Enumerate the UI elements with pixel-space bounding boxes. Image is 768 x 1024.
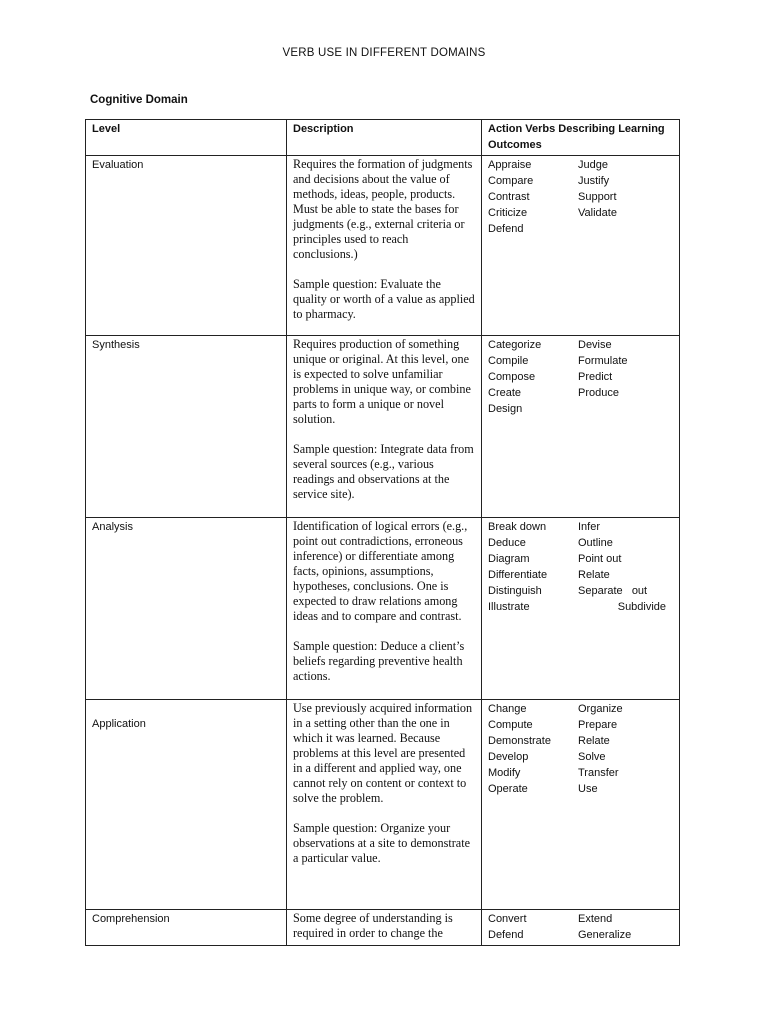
verb: Generalize bbox=[578, 929, 632, 941]
verb: Use bbox=[578, 783, 598, 795]
level-cell bbox=[86, 156, 287, 336]
verb: Validate bbox=[578, 207, 617, 219]
verb: Demonstrate bbox=[488, 735, 551, 747]
description-cell bbox=[287, 910, 482, 946]
description-text: Use previously acquired information in a setting other than the one in which it was learned. Because problems at this level are presented in a different and applied way, one cannot rely on content or context to solve the problem. bbox=[293, 701, 473, 805]
verb-row bbox=[488, 337, 673, 353]
level-name: Synthesis bbox=[92, 339, 140, 351]
verb-row bbox=[488, 551, 673, 567]
verb: Operate bbox=[488, 783, 528, 795]
verb-row bbox=[488, 583, 673, 599]
description-text: Requires the formation of judgments and decisions about the value of methods, ideas, people, products. Must be able to state the bases for judgments (e.g., external criteria or principles used to reach conclusions.) bbox=[293, 157, 473, 261]
verb: Extend bbox=[578, 913, 613, 925]
table-row bbox=[86, 518, 680, 700]
verbs-cell bbox=[482, 156, 680, 336]
sample-question: Sample question: Integrate data from several sources (e.g., various readings and observations at the service site). bbox=[293, 442, 474, 501]
verbs-cell bbox=[482, 910, 680, 946]
verb-row bbox=[488, 385, 673, 401]
verb: Transfer bbox=[578, 767, 619, 779]
verb: Solve bbox=[578, 751, 606, 763]
verb: Point out bbox=[578, 553, 622, 565]
verb-row bbox=[488, 535, 673, 551]
verb-row bbox=[488, 599, 673, 615]
verb-row bbox=[488, 353, 673, 369]
description-cell bbox=[287, 336, 482, 518]
verb: Distinguish bbox=[488, 585, 542, 597]
verb: Devise bbox=[578, 339, 612, 351]
verb: Formulate bbox=[578, 355, 628, 367]
verb: Support bbox=[578, 191, 617, 203]
table-row bbox=[86, 156, 680, 336]
verb-row bbox=[488, 927, 673, 943]
verb: Organize bbox=[578, 703, 623, 715]
verb: Defend bbox=[488, 929, 524, 941]
verb: Compose bbox=[488, 371, 536, 383]
description-cell bbox=[287, 518, 482, 700]
verb-row bbox=[488, 717, 673, 733]
sample-question: Sample question: Organize your observations at a site to demonstrate a particular value. bbox=[293, 821, 471, 865]
verb: Prepare bbox=[578, 719, 618, 731]
level-name: Comprehension bbox=[92, 913, 170, 925]
header-verbs: Action Verbs Describing Learning Outcomes bbox=[482, 120, 680, 156]
description-text: Identification of logical errors (e.g., point out contradictions, erroneous inference) or differentiate among facts, opinions, assumptions, hypotheses, conclusions. One is expected to draw relations among ideas and to compare and contrast. bbox=[293, 519, 468, 623]
header-description: Description bbox=[287, 120, 482, 156]
description-text: Requires production of something unique or original. At this level, one is expected to solve unfamiliar problems in unique way, or combine parts to form a unique or novel solution. bbox=[293, 337, 471, 426]
verb-row bbox=[488, 911, 673, 927]
header-level: Level bbox=[86, 120, 287, 156]
verb: Relate bbox=[578, 569, 610, 581]
description-cell bbox=[287, 700, 482, 910]
verb-row bbox=[488, 733, 673, 749]
sample-question: Sample question: Deduce a client’s beliefs regarding preventive health actions. bbox=[293, 639, 465, 683]
verb: Change bbox=[488, 703, 527, 715]
verb-row bbox=[488, 765, 673, 781]
verb-row bbox=[488, 519, 673, 535]
level-name: Analysis bbox=[92, 521, 133, 533]
verb-row bbox=[488, 189, 673, 205]
level-name: Application bbox=[92, 718, 146, 730]
verb-row bbox=[488, 221, 673, 237]
verb: Compare bbox=[488, 175, 534, 187]
verb: Separate out bbox=[578, 585, 648, 597]
table-row bbox=[86, 700, 680, 910]
verb: Diagram bbox=[488, 553, 530, 565]
verb: Outline bbox=[578, 537, 613, 549]
verb-row bbox=[488, 701, 673, 717]
verb: Judge bbox=[578, 159, 608, 171]
level-name: Evaluation bbox=[92, 159, 144, 171]
level-cell bbox=[86, 336, 287, 518]
level-cell bbox=[86, 700, 287, 910]
description-cell bbox=[287, 156, 482, 336]
verb: Defend bbox=[488, 223, 524, 235]
verbs-cell bbox=[482, 700, 680, 910]
verb: Develop bbox=[488, 751, 529, 763]
verb: Differentiate bbox=[488, 569, 548, 581]
verb-row bbox=[488, 749, 673, 765]
verb: Compute bbox=[488, 719, 533, 731]
verb: Subdivide bbox=[578, 601, 667, 613]
verb: Relate bbox=[578, 735, 610, 747]
verb: Appraise bbox=[488, 159, 532, 171]
verb: Illustrate bbox=[488, 601, 530, 613]
verb: Predict bbox=[578, 371, 613, 383]
verb: Design bbox=[488, 403, 523, 415]
sample-question: Sample question: Evaluate the quality or worth of a value as applied to pharmacy. bbox=[293, 277, 475, 321]
verb-row bbox=[488, 173, 673, 189]
verb-row bbox=[488, 157, 673, 173]
verb: Criticize bbox=[488, 207, 528, 219]
verb-table bbox=[85, 119, 680, 946]
verb-row bbox=[488, 567, 673, 583]
table-row bbox=[86, 910, 680, 946]
verb: Modify bbox=[488, 767, 521, 779]
verb bbox=[578, 221, 673, 237]
verb-row bbox=[488, 369, 673, 385]
description-text: Some degree of understanding is required in order to change the bbox=[293, 911, 453, 940]
verb-row bbox=[488, 401, 673, 417]
verb bbox=[578, 401, 673, 417]
verb-row bbox=[488, 781, 673, 797]
table-row bbox=[86, 336, 680, 518]
level-cell bbox=[86, 910, 287, 946]
verb: Break down bbox=[488, 521, 547, 533]
table-header-row bbox=[86, 120, 680, 156]
verb: Produce bbox=[578, 387, 619, 399]
verb: Deduce bbox=[488, 537, 526, 549]
verb: Create bbox=[488, 387, 522, 399]
level-cell bbox=[86, 518, 287, 700]
verbs-cell bbox=[482, 336, 680, 518]
verb: Compile bbox=[488, 355, 529, 367]
verb: Justify bbox=[578, 175, 610, 187]
verb: Convert bbox=[488, 913, 527, 925]
verbs-cell bbox=[482, 518, 680, 700]
section-title: Cognitive Domain bbox=[90, 94, 188, 106]
page-title: VERB USE IN DIFFERENT DOMAINS bbox=[282, 47, 486, 59]
verb-row bbox=[488, 205, 673, 221]
verb: Infer bbox=[578, 521, 601, 533]
verb: Categorize bbox=[488, 339, 542, 351]
verb: Contrast bbox=[488, 191, 530, 203]
